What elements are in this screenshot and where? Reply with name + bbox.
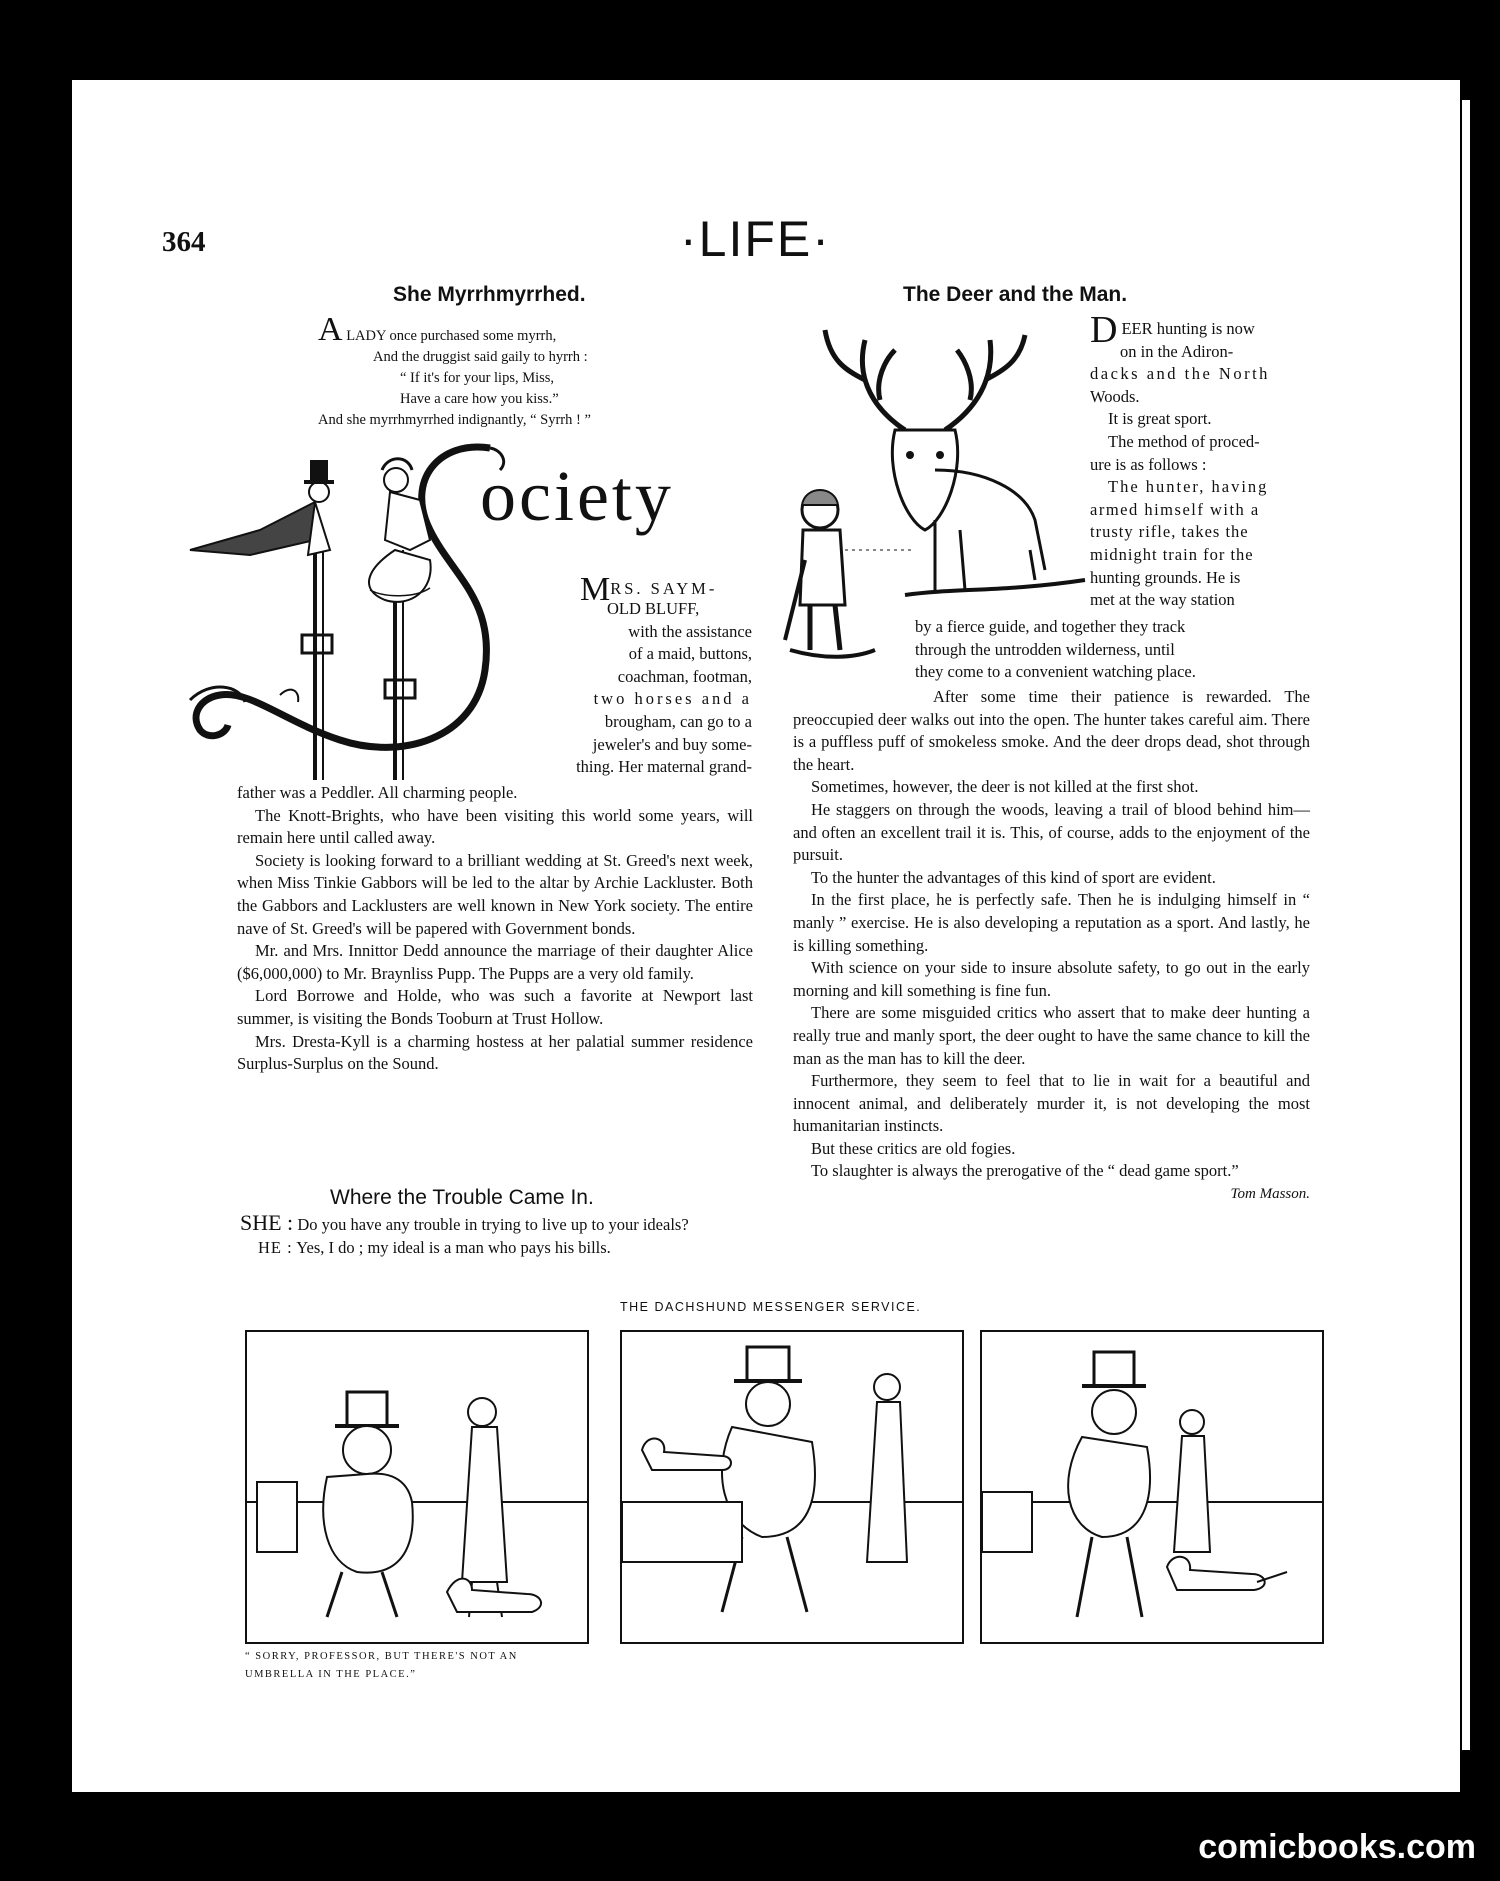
deer-line: they come to a convenient watching place. [915,662,1196,682]
deer-paragraph: In the first place, he is perfectly safe. Then he is indulging himself in “ manly ” exercise. He is also developing a reputation as a sport. And lastly, he is killing something. [793,890,1310,955]
page-number: 364 [162,226,206,258]
deer-narrow-top: DEER hunting is now on in the Adiron- dacks and the North Woods. It is great sport. The method of proced- ure is as follows : The hunter, having armed himself with a trusty rifle, takes the midnight train for the hunting grounds. He is met at the way station [1090,318,1310,612]
society-lead-line: jeweler's and buy some- [592,734,752,754]
society-dropcap: M [580,571,611,608]
poem-line: “ If it's for your lips, Miss, [400,370,555,386]
deer-paragraph: Furthermore, they seem to feel that to lie in wait for a beautiful and innocent animal, and deliberately murder it, is not developing the most humanitarian instincts. [793,1071,1310,1136]
deer-title: The Deer and the Man. [903,283,1128,306]
society-lead-line: brougham, can go to a [604,711,752,731]
deer-paragraph: To slaughter is always the prerogative of the “ dead game sport.” Tom Masson. [793,1160,1310,1183]
deer-line: Woods. [1090,386,1140,406]
caption-line: “ SORRY, PROFESSOR, BUT THERE'S NOT AN [245,1651,518,1662]
facing-page-edge [1462,100,1470,1750]
deer-line: The method of proced- [1108,431,1260,451]
poem-title: She Myrrhmyrrhed. [393,283,586,306]
comic-panel-3 [980,1330,1324,1644]
trouble-title: Where the Trouble Came In. [330,1186,594,1209]
comic-caption [245,1648,518,1684]
comic-panel-1 [245,1330,589,1644]
society-paragraph: father was a Peddler. All charming people. [237,783,518,802]
deer-body [793,686,1310,1206]
deer-mid-lines [915,616,1310,684]
poem-verse [318,311,758,431]
deer-line: trusty rifle, takes the [1090,522,1249,542]
society-paragraph: Mrs. Dresta-Kyll is a charming hostess at her palatial summer residence Surplus-Surplus on the Sound. [237,1031,753,1074]
site-watermark: comicbooks.com [1198,1828,1476,1866]
deer-line: hunting grounds. He is [1090,567,1241,587]
he-line: HE : Yes, I do ; my ideal is a man who pays his bills. [258,1237,611,1257]
panel-3-drawing [982,1332,1322,1642]
masthead: ·LIFE· [680,211,831,267]
deer-paragraph: To the hunter the advantages of this kind of sport are evident. [811,867,1216,887]
deer-paragraph: Sometimes, however, the deer is not killed at the first shot. [811,777,1199,797]
deer-line: armed himself with a [1090,499,1260,519]
society-paragraph: Mr. and Mrs. Innittor Dedd announce the marriage of their daughter Alice ($6,000,000) to Mr. Braynliss Pupp. The Pupps are a very old family. [237,941,753,983]
society-lead-line: thing. Her maternal grand- [576,757,752,777]
trouble-body [240,1212,756,1259]
society-lead: MRS. SAYM- OLD BLUFF, with the assistance of a maid, buttons, coachman, footman, two horses and a brougham, can go to a jeweler's and buy some- thing. Her maternal grand- [480,578,752,779]
poem-dropcap: A [318,311,343,348]
she-line: SHE : Do you have any trouble in trying to live up to your ideals? [240,1210,689,1235]
deer-paragraph: With science on your side to insure absolute safety, to go out in the early morning and kill something is fine fun. [793,958,1310,1000]
deer-line: on in the Adiron- [1120,341,1234,361]
poem-line: Have a care how you kiss.” [400,391,559,407]
poem-line: A LADY once purchased some myrrh, [318,311,557,348]
society-heading: ociety [480,456,674,536]
society-lead-line: two horses and a [593,689,752,709]
panel-2-drawing [622,1332,962,1642]
society-lead-line: coachman, footman, [617,666,752,686]
deer-paragraph: He staggers on through the woods, leaving a trail of blood behind him—and often an excellent trail it is. This, of course, adds to the enjoyment of the pursuit. [793,799,1310,865]
society-lead-line: OLD BLUFF, [607,599,700,618]
deer-line: through the untrodden wilderness, until [915,639,1175,659]
comic-panel-2 [620,1330,964,1644]
society-lead-line: with the assistance [628,621,752,641]
poem-line: And she myrrhmyrrhed indignantly, “ Syrrh ! ” [318,412,591,428]
society-lead-line: of a maid, buttons, [628,644,752,664]
deer-author: Tom Masson. [1230,1186,1310,1203]
deer-line: midnight train for the [1090,544,1254,564]
deer-paragraph: But these critics are old fogies. [811,1138,1016,1158]
deer-line: met at the way station [1090,590,1235,610]
society-body [237,782,753,1076]
society-paragraph: Lord Borrowe and Holde, who was such a favorite at Newport last summer, is visiting the Bonds Tooburn at Trust Hollow. [237,986,753,1028]
deer-line: The hunter, having [1108,477,1269,497]
deer-dropcap: D [1090,309,1118,351]
deer-paragraph: There are some misguided critics who assert that to make deer hunting a really true and manly sport, the deer ought to have the same chance to kill the man as the man has to kill the deer. [793,1003,1310,1068]
panel-1-drawing [247,1332,587,1642]
deer-line: dacks and the North [1090,364,1270,384]
society-paragraph: The Knott-Brights, who have been visiting this world some years, will remain here until called away. [237,805,753,848]
poem-line: And the druggist said gaily to hyrrh : [373,349,588,365]
deer-line: by a fierce guide, and together they track [915,617,1186,636]
society-paragraph: Society is looking forward to a brilliant wedding at St. Greed's next week, when Miss Tinkie Gabbors will be led to the altar by Archie Lackluster. Both the Gabbors and Lacklusters are well known in New York society. The entire nave of St. Greed's will be papered with Government bonds. [237,850,753,938]
comic-series-title: THE DACHSHUND MESSENGER SERVICE. [620,1300,922,1314]
caption-line: UMBRELLA IN THE PLACE.” [245,1669,417,1680]
deer-paragraph: After some time their patience is rewarded. The preoccupied deer walks out into the open. The hunter takes careful aim. There is a puffless puff of smokeless smoke. And the deer drops dead, shot through the heart. [793,687,1310,774]
deer-line: It is great sport. [1108,409,1212,429]
deer-line: ure is as follows : [1090,454,1207,474]
